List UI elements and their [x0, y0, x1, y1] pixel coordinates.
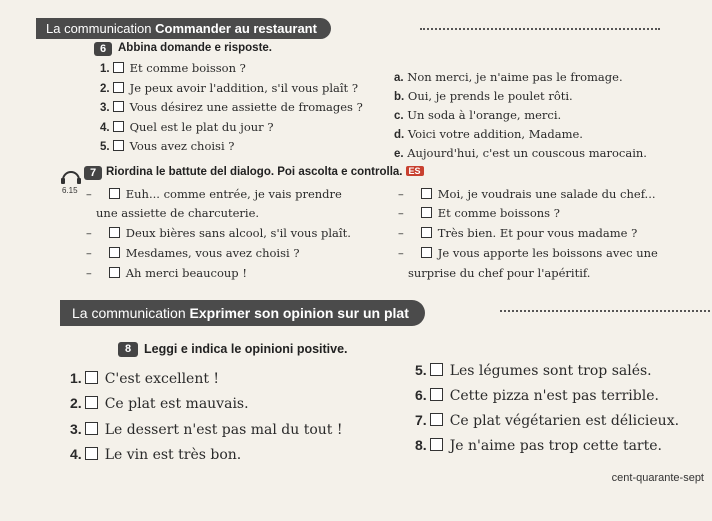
opinion-checkbox-6[interactable]	[430, 388, 443, 401]
dialogue-left-3: – Mesdames, vous avez choisi ?	[86, 246, 300, 260]
dialogue-right-2: – Et comme boissons ?	[398, 206, 560, 220]
dialogue-left-4: – Ah merci beaucoup !	[86, 266, 247, 280]
exercise-8-instruction: Leggi e indica le opinioni positive.	[144, 342, 348, 356]
answer-checkbox-3[interactable]	[113, 101, 124, 112]
banner-title: Commander au restaurant	[155, 21, 317, 36]
opinion-1: 1. C'est excellent !	[70, 370, 220, 387]
order-box-right-2[interactable]	[421, 207, 432, 218]
opinion-7: 7. Ce plat végétarien est délicieux.	[415, 412, 680, 429]
dialogue-right-1: – Moi, je voudrais une salade du chef...	[398, 187, 656, 201]
exercise-8-number: 8	[118, 342, 138, 357]
opinion-checkbox-1[interactable]	[85, 371, 98, 384]
opinion-2: 2. Ce plat est mauvais.	[70, 395, 249, 412]
opinion-checkbox-4[interactable]	[85, 447, 98, 460]
order-box-left-1[interactable]	[109, 188, 120, 199]
order-box-right-4[interactable]	[421, 247, 432, 258]
opinion-checkbox-8[interactable]	[430, 438, 443, 451]
opinion-4: 4. Le vin est très bon.	[70, 446, 242, 463]
question-2: 2. Je peux avoir l'addition, s'il vous plaît ?	[100, 81, 358, 95]
dialogue-left-1-cont: une assiette de charcuterie.	[96, 206, 260, 220]
order-box-left-2[interactable]	[109, 227, 120, 238]
dialogue-right-4: – Je vous apporte les boissons avec une	[398, 246, 658, 260]
opinion-3: 3. Le dessert n'est pas mal du tout !	[70, 421, 343, 438]
order-box-left-3[interactable]	[109, 247, 120, 258]
section-banner-restaurant	[36, 18, 331, 39]
banner-prefix-2: La communication	[72, 305, 190, 321]
opinion-8: 8. Je n'aime pas trop cette tarte.	[415, 437, 662, 454]
dialogue-right-4-cont: surprise du chef pour l'apéritif.	[408, 266, 591, 280]
audio-icon[interactable]	[60, 168, 82, 188]
page-number-text: cent-quarante-sept	[611, 472, 704, 484]
answer-e: e. Aujourd'hui, c'est un couscous marocain.	[394, 146, 647, 160]
answer-d: d. Voici votre addition, Madame.	[394, 127, 583, 141]
opinion-5: 5. Les légumes sont trop salés.	[415, 362, 652, 379]
question-3: 3. Vous désirez une assiette de fromages ?	[100, 100, 363, 114]
opinion-checkbox-3[interactable]	[85, 422, 98, 435]
section-banner-opinion	[60, 300, 425, 326]
answer-b: b. Oui, je prends le poulet rôti.	[394, 89, 573, 103]
answer-checkbox-5[interactable]	[113, 140, 124, 151]
dialogue-left-1: – Euh... comme entrée, je vais prendre	[86, 187, 342, 201]
banner-prefix: La communication	[46, 21, 156, 36]
dialogue-right-3: – Très bien. Et pour vous madame ?	[398, 226, 638, 240]
answer-a: a. Non merci, je n'aime pas le fromage.	[394, 70, 623, 84]
opinion-checkbox-2[interactable]	[85, 396, 98, 409]
section-divider	[420, 28, 660, 30]
question-5: 5. Vous avez choisi ?	[100, 139, 235, 153]
exercise-6-number: 6	[94, 42, 112, 56]
answer-checkbox-1[interactable]	[113, 62, 124, 73]
opinion-6: 6. Cette pizza n'est pas terrible.	[415, 387, 659, 404]
answer-c: c. Un soda à l'orange, merci.	[394, 108, 562, 122]
track-number: 6.15	[62, 186, 78, 195]
section-divider-2	[500, 310, 710, 312]
answer-checkbox-4[interactable]	[113, 121, 124, 132]
opinion-checkbox-5[interactable]	[430, 363, 443, 376]
opinion-checkbox-7[interactable]	[430, 413, 443, 426]
exercise-7-number: 7	[84, 166, 102, 180]
question-4: 4. Quel est le plat du jour ?	[100, 120, 274, 134]
es-badge: ES	[406, 166, 424, 176]
order-box-left-4[interactable]	[109, 267, 120, 278]
banner-title-2: Exprimer son opinion sur un plat	[189, 305, 409, 321]
order-box-right-3[interactable]	[421, 227, 432, 238]
dialogue-left-2: – Deux bières sans alcool, s'il vous plaît.	[86, 226, 351, 240]
question-1: 1. Et comme boisson ?	[100, 61, 246, 75]
exercise-6-instruction: Abbina domande e risposte.	[118, 42, 272, 54]
order-box-right-1[interactable]	[421, 188, 432, 199]
answer-checkbox-2[interactable]	[113, 82, 124, 93]
exercise-7-instruction: Riordina le battute del dialogo. Poi ascolta e controlla. ES	[106, 166, 424, 178]
